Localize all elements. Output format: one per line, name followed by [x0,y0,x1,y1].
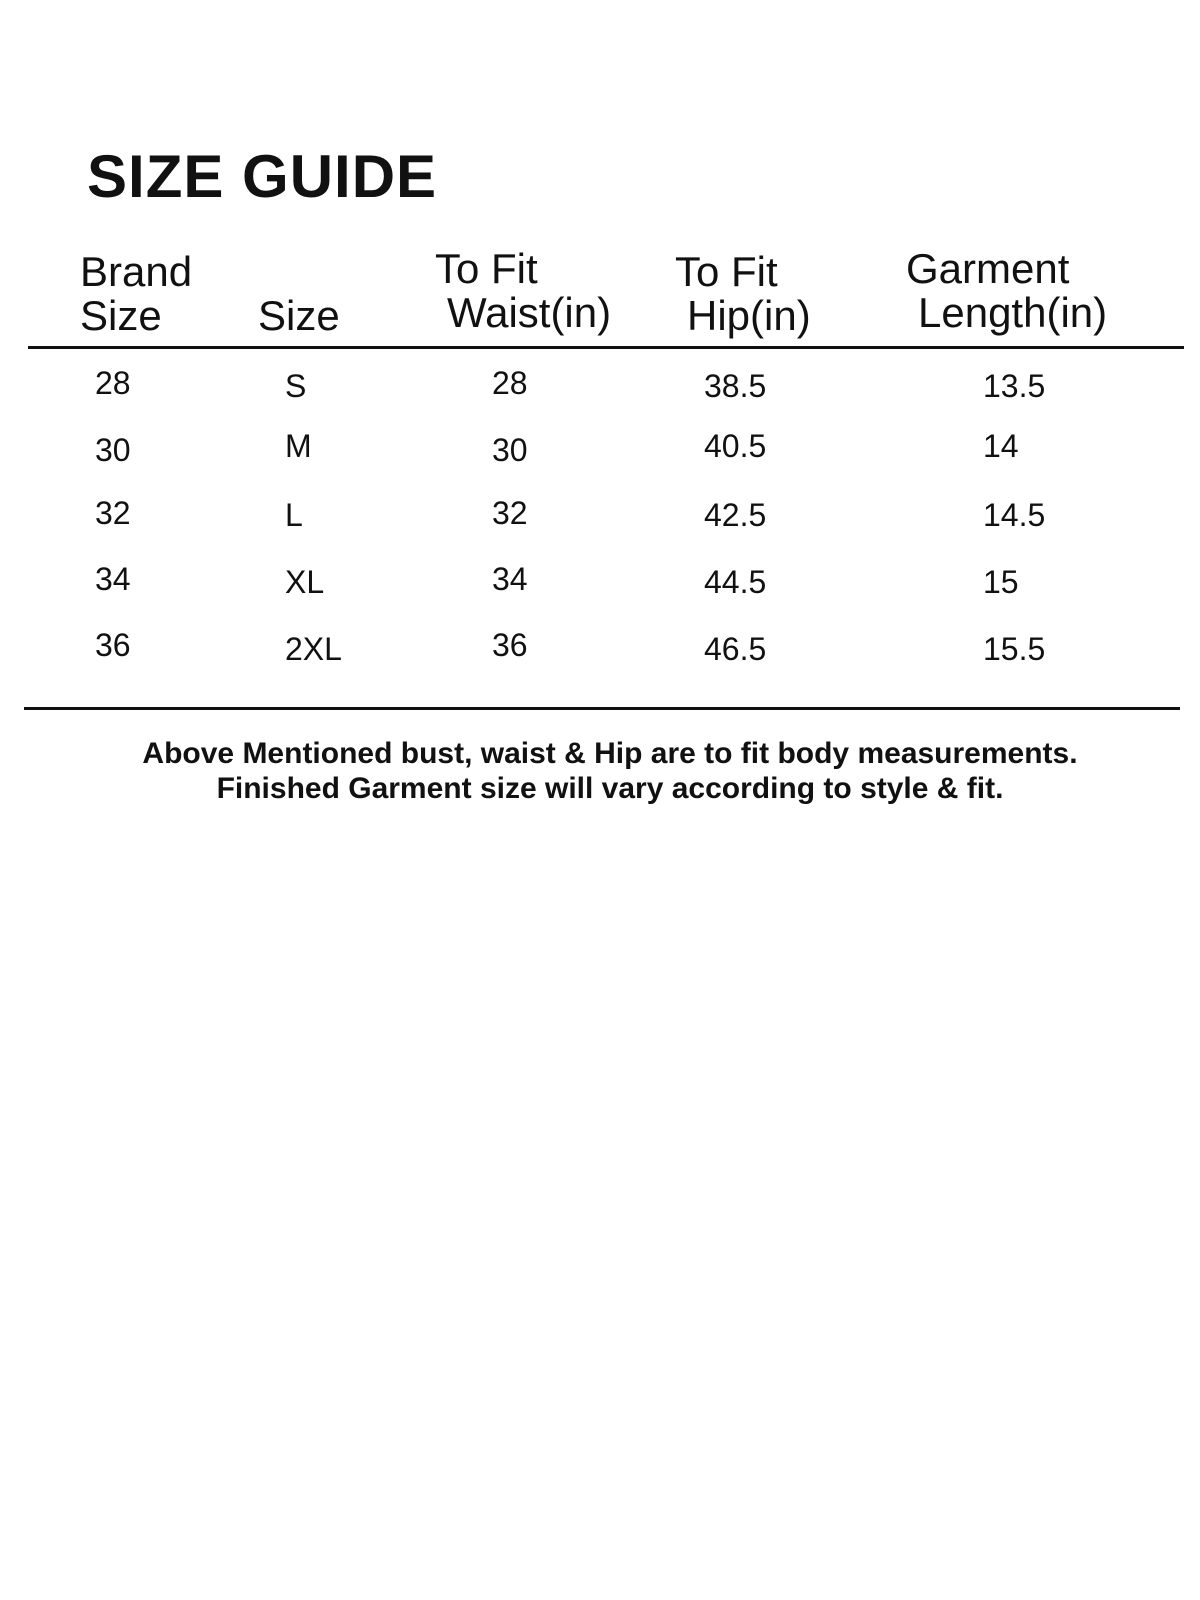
header-hip-line2: Hip(in) [687,292,811,339]
table-cell: 15.5 [983,631,1046,667]
header-size [258,250,340,338]
table-cell: 40.5 [704,428,767,464]
header-garment-length [906,247,1107,335]
table-cell: 34 [492,561,528,597]
header-size-line1 [258,250,340,294]
header-brand-size [80,250,192,338]
table-cell: 42.5 [704,497,767,533]
header-waist [435,247,611,335]
table-cell: L [285,497,303,533]
table-cell: 14.5 [983,497,1046,533]
footnote-line-1: Above Mentioned bust, waist & Hip are to fit body measurements. [142,737,1078,770]
table-cell: 14 [983,428,1019,464]
table-cell: 34 [95,561,131,597]
table-cell: 28 [95,365,131,401]
table-cell: 2XL [285,631,342,667]
table-cell: 32 [95,495,131,531]
header-waist-line1: To Fit [435,245,538,292]
table-cell: 30 [95,432,131,468]
table-cell: 28 [492,365,528,401]
table-cell: 15 [983,564,1019,600]
table-cell: 36 [95,627,131,663]
table-cell: 13.5 [983,368,1046,404]
table-cell: XL [285,564,325,600]
header-brand-size-line1: Brand [80,248,193,295]
table-cell: 38.5 [704,368,767,404]
table-cell: S [285,368,307,404]
table-cell: 44.5 [704,564,767,600]
header-brand-size-line2: Size [80,292,162,339]
header-garment-length-line2: Length(in) [918,289,1108,336]
table-cell: 36 [492,627,528,663]
table-cell: M [285,428,312,464]
header-garment-length-line1: Garment [906,245,1070,292]
header-size-line2: Size [258,292,340,339]
header-waist-line2: Waist(in) [447,289,612,336]
footnote-line-2: Finished Garment size will vary according to style & fit. [216,772,1004,805]
table-cell: 32 [492,495,528,531]
table-cell: 30 [492,432,528,468]
table-bottom-divider [24,707,1180,710]
table-cell: 46.5 [704,631,767,667]
header-hip-line1: To Fit [675,248,778,295]
header-divider [28,346,1184,349]
header-hip [675,250,811,338]
page-title: SIZE GUIDE [87,143,438,210]
